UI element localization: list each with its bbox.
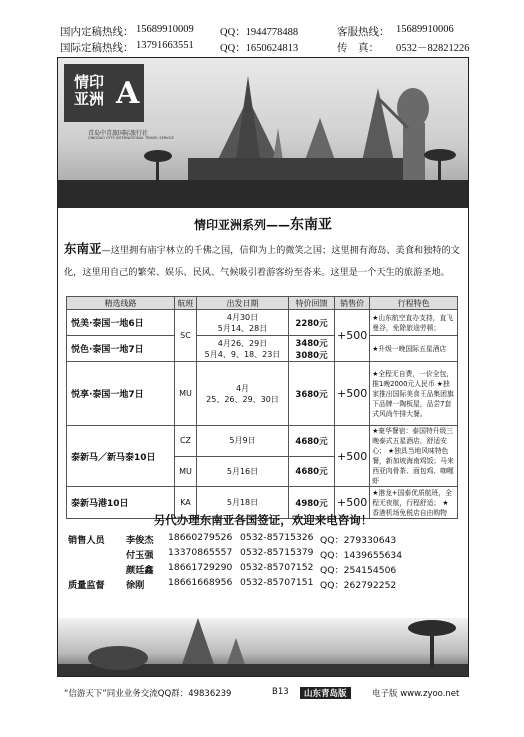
intro-paragraph <box>64 238 464 284</box>
intro-lead: 东南亚 <box>64 241 102 256</box>
staff-list <box>68 532 403 592</box>
feature-cell: ★升级一晚国际五星酒店 <box>370 336 458 362</box>
date-line: 4月 <box>235 383 250 393</box>
flight-cell: CZ <box>175 426 197 457</box>
region-title: 东南亚 <box>290 217 332 233</box>
table-row <box>67 426 458 457</box>
dates-cell <box>197 336 289 362</box>
qq-1: QQ：1944778488 <box>220 27 299 38</box>
series-label: 情印亚洲系列—— <box>193 218 290 232</box>
staff-mobile: 18661668956 <box>168 577 233 588</box>
advert-frame <box>57 57 469 677</box>
date-line: 25、26、29、30日 <box>206 394 279 404</box>
intl-label: 国际定稿热线： <box>60 43 134 54</box>
staff-row <box>68 532 398 547</box>
staff-mobile: 18661729290 <box>168 562 233 573</box>
intro-text: —这里拥有庙宇林立的千佛之国，信仰为上的微笑之国；这里拥有海岛、美食和独特的文化，这里用自己的繁荣、娱乐、民风、气候吸引着游客纷至沓来。这里是一个天生的旅游圣地。 <box>64 245 460 278</box>
price-cell <box>289 336 335 362</box>
service-label: 客服热线： <box>337 27 390 38</box>
staff-name: 颜廷鑫 <box>126 565 154 576</box>
agency-name-en: QINGDAO CYTS INTERNATIONAL TRAVEL SERVICE <box>88 136 175 140</box>
domestic-phone: 15689910009 <box>136 24 194 35</box>
logo-letter: A <box>116 76 140 111</box>
date-line: 4月30日 <box>226 312 259 322</box>
agency-name: 青岛中青旅国际旅行社 <box>88 130 149 137</box>
footer-paper-name: 山东青岛版 <box>300 687 351 699</box>
sale-cell: +500 <box>335 426 370 487</box>
staff-tel: 0532-85707151 <box>240 577 314 588</box>
staff-tel: 0532-85707152 <box>240 562 314 573</box>
footer-page: B13 <box>272 687 289 697</box>
price-cell: 4980元 <box>289 487 335 519</box>
staff-name: 付玉强 <box>126 550 154 561</box>
staff-row <box>68 562 398 577</box>
price-cell: 3680元 <box>289 362 335 426</box>
price-line: 3080元 <box>295 350 328 361</box>
table-header <box>67 297 458 310</box>
dates-cell <box>197 362 289 426</box>
qq-2: QQ：1650624813 <box>220 43 299 54</box>
staff-row <box>68 577 398 592</box>
route-cell: 泰新马／新马泰10日 <box>67 426 175 487</box>
header-flight: 航班 <box>175 297 197 310</box>
page-footer <box>0 687 524 703</box>
service-phone: 15689910006 <box>396 24 454 35</box>
route-cell: 泰新马港10日 <box>67 487 175 519</box>
route-cell: 悦享·泰国一地7日 <box>67 362 175 426</box>
flight-cell: KA <box>175 487 197 519</box>
header-price: 特价回馈 <box>289 297 335 310</box>
dates-cell <box>197 310 289 336</box>
staff-mobile: 13370865557 <box>168 547 233 558</box>
staff-qq: QQ：279330643 <box>320 535 397 546</box>
staff-tel: 0532-85715379 <box>240 547 314 558</box>
hero-ground <box>58 180 468 208</box>
flight-cell: SC <box>175 310 197 362</box>
table-row <box>67 336 458 362</box>
feature-cell: ★豪华餐宿：泰国特升级三晚泰式五星酒店，舒适安心； ★独具当地风味特色餐，新加坡海南鸡饭；马来西亚肉骨茶、面包鸡、咖喱虾 <box>370 426 458 487</box>
domestic-label: 国内定稿热线： <box>60 27 134 38</box>
price-cell: 4680元 <box>289 426 335 457</box>
staff-qq: QQ：262792252 <box>320 580 397 591</box>
sale-cell: +500 <box>335 487 370 519</box>
staff-row <box>68 547 403 562</box>
logo-text: 情印亚洲 <box>74 73 105 108</box>
visa-banner: 另代办理东南亚各国签证，欢迎来电咨询！ <box>153 513 373 527</box>
feature-cell: ★全程无自费，一价全包，推1晚2000元人民币 ★独家推出国际美食王品集团旗下品牌一陶板屋，品尝7套式风尚牛排大餐。 <box>370 362 458 426</box>
staff-mobile: 18660279526 <box>168 532 233 543</box>
feature-cell: ★山东航空直办支持，直飞曼谷，免除旅途劳顿； <box>370 310 458 336</box>
fax-number: 0532－82821226 <box>396 43 470 54</box>
table-row <box>67 362 458 426</box>
header-route: 精选线路 <box>67 297 175 310</box>
flight-cell: MU <box>175 456 197 487</box>
date-line: 5月4、9、18、23日 <box>204 349 281 359</box>
bottom-scenery <box>58 618 468 676</box>
route-cell: 悦美·泰国一地6日 <box>67 310 175 336</box>
date-line: 5月14、28日 <box>217 323 268 333</box>
staff-name: 徐刚 <box>126 580 145 591</box>
section-title <box>58 214 468 234</box>
hero-banner <box>58 58 468 208</box>
footer-site: 电子版 www.zyoo.net <box>372 689 460 699</box>
header-sale: 销售价 <box>335 297 370 310</box>
dates-cell: 5月18日 <box>197 487 289 519</box>
route-cell: 悦色·泰国一地7日 <box>67 336 175 362</box>
staff-tel: 0532-85715326 <box>240 532 314 543</box>
sale-cell: +500 <box>335 310 370 362</box>
tour-table <box>66 296 458 519</box>
table-row <box>67 310 458 336</box>
intl-phone: 13791663551 <box>136 40 194 51</box>
fax-label: 传 真： <box>337 43 379 54</box>
staff-qq: QQ：254154506 <box>320 565 397 576</box>
logo <box>64 64 144 122</box>
pagoda-illustration <box>58 618 468 676</box>
dates-cell: 5月9日 <box>197 426 289 457</box>
header-dates: 出发日期 <box>197 297 289 310</box>
date-line: 4月26、29日 <box>217 338 268 348</box>
header-feature: 行程特色 <box>370 297 458 310</box>
sale-cell: +500 <box>335 362 370 426</box>
staff-role: 质量监督 <box>68 580 105 591</box>
price-cell: 4680元 <box>289 456 335 487</box>
price-line: 3480元 <box>295 338 328 349</box>
dates-cell: 5月16日 <box>197 456 289 487</box>
footer-slogan: “信游天下”同业业务交流QQ群：49836239 <box>64 689 232 699</box>
price-cell: 2280元 <box>289 310 335 336</box>
staff-role: 销售人员 <box>68 535 105 546</box>
staff-name: 李俊杰 <box>126 535 154 546</box>
staff-qq: QQ：1439655634 <box>320 550 403 561</box>
flight-cell: MU <box>175 362 197 426</box>
feature-cell: ★港龙+国泰优质航班，全程无夜航，行程舒适； ★香港机场免税店自由购物 <box>370 487 458 519</box>
